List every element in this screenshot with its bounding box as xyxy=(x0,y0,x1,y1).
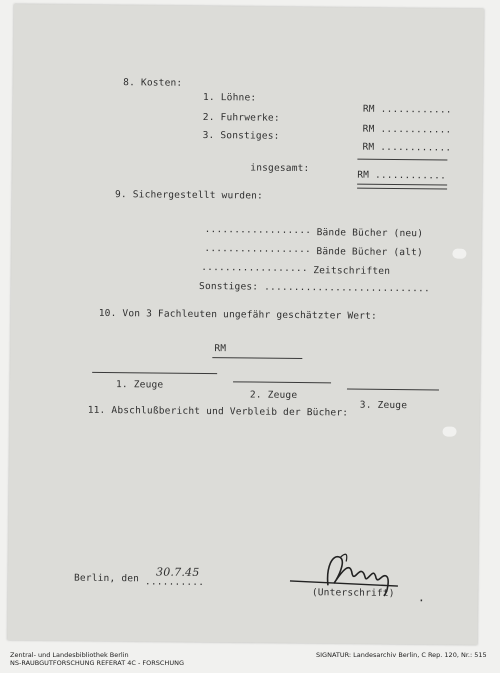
cost-value-wages: RM ............ xyxy=(362,103,452,116)
value-rm-label: RM xyxy=(214,343,227,355)
date-dots: .......... xyxy=(144,576,205,589)
cost-label-wages: 1. Löhne: xyxy=(202,91,257,104)
footer-library: Zentral- und Landesbibliothek Berlin xyxy=(10,651,129,659)
punch-hole-icon xyxy=(442,427,456,437)
total-double-rule xyxy=(357,184,447,190)
footer-department: NS-RAUBGUTFORSCHUNG REFERAT 4C - FORSCHUNG xyxy=(10,659,184,667)
cost-label-carts: 2. Fuhrwerke: xyxy=(202,111,280,124)
section-10-heading: 10. Von 3 Fachleuten ungefähr geschätzter Wert: xyxy=(98,307,378,322)
journals-dots: .................. xyxy=(201,261,308,275)
section-9-heading: 9. Sichergestellt wurden: xyxy=(114,189,264,202)
cost-value-other: RM ............ xyxy=(362,141,452,154)
footer-signature-ref: SIGNATUR: Landesarchiv Berlin, C Rep. 120, Nr.: 515 xyxy=(316,651,487,659)
witness-3-line xyxy=(347,389,439,391)
witness-2-line xyxy=(233,381,331,383)
signature-caption: (Unterschrift) xyxy=(311,587,395,600)
punch-hole-icon xyxy=(452,249,466,259)
total-label: insgesamt: xyxy=(250,162,310,175)
books-new-dots: .................. xyxy=(204,224,312,237)
total-value: RM ............ xyxy=(357,169,447,182)
cost-value-carts: RM ............ xyxy=(362,123,452,136)
document-page xyxy=(7,4,484,645)
signature-dot: . xyxy=(417,590,426,605)
cost-label-other: 3. Sonstiges: xyxy=(202,129,280,142)
sum-line xyxy=(357,159,447,161)
journals-label: Zeitschriften xyxy=(313,265,391,277)
witness-1-label: 1. Zeuge xyxy=(115,379,164,391)
witness-2-label: 2. Zeuge xyxy=(249,389,298,401)
books-old-dots: .................. xyxy=(204,243,312,256)
section-11-heading: 11. Abschlußbericht und Verbleib der Bücher: xyxy=(87,404,349,419)
place-label: Berlin, den xyxy=(73,572,140,585)
witness-1-line xyxy=(92,372,217,374)
handwritten-date: 30.7.45 xyxy=(155,565,200,579)
witness-3-label: 3. Zeuge xyxy=(359,399,408,412)
value-line xyxy=(212,357,302,359)
books-new-label: Bände Bücher (neu) xyxy=(316,227,424,240)
other-items: Sonstiges: ............................ xyxy=(198,280,430,295)
books-old-label: Bände Bücher (alt) xyxy=(316,246,424,259)
section-8-heading: 8. Kosten: xyxy=(123,77,183,89)
